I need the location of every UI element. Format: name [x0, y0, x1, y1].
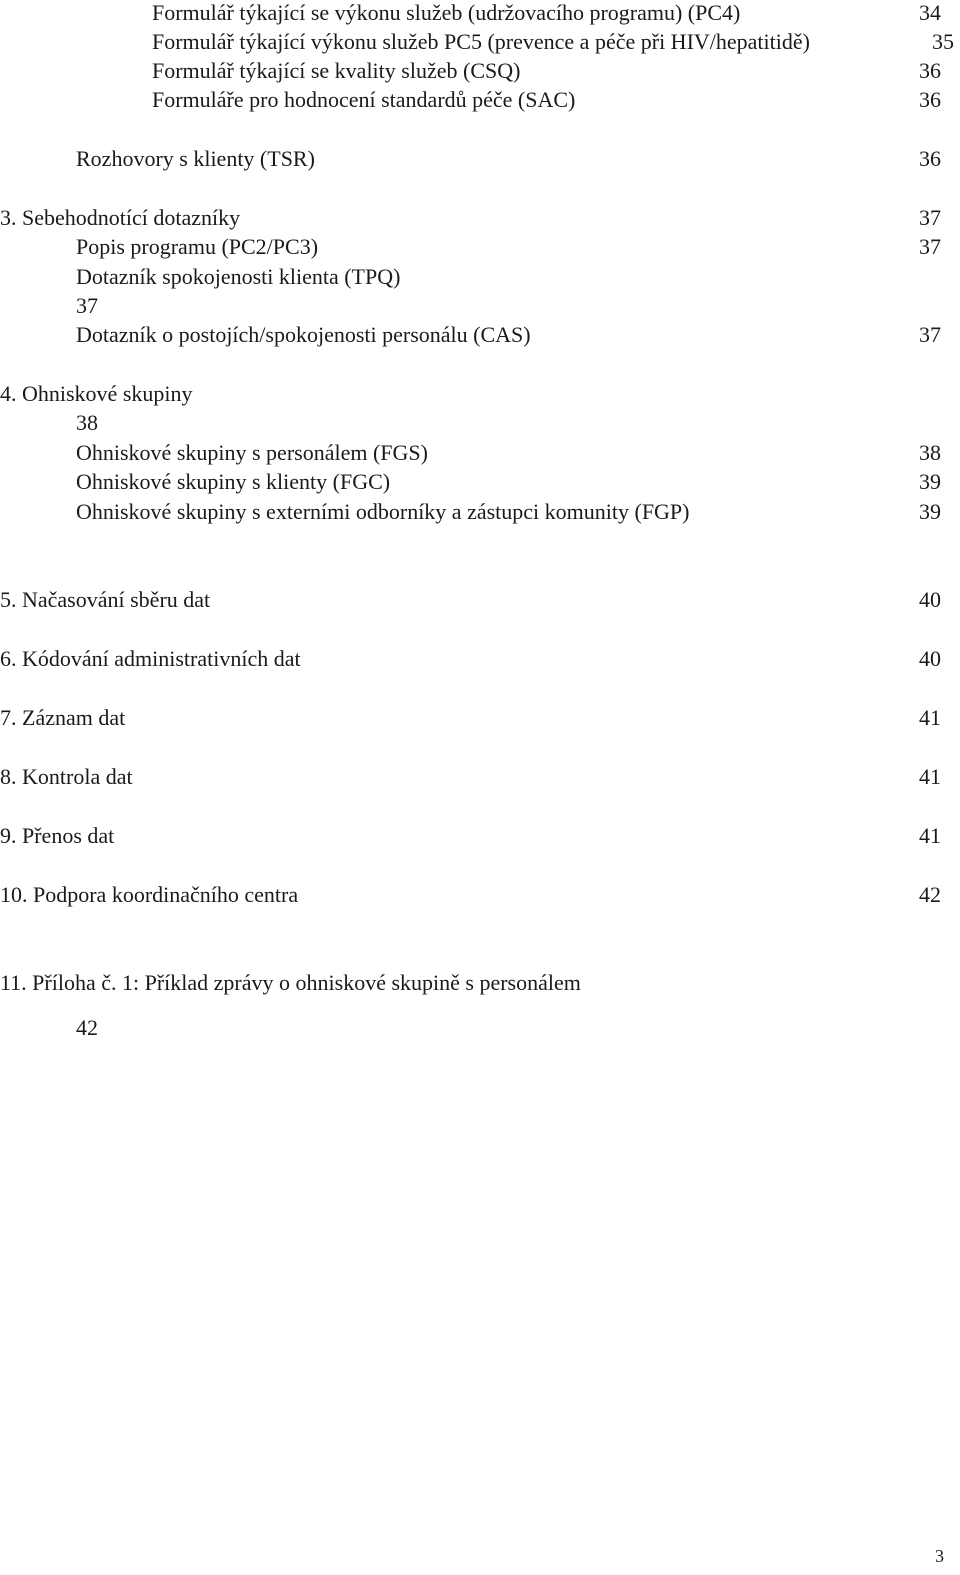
toc-entry-page: 38 — [76, 410, 98, 435]
toc-entry-page: 41 — [919, 764, 941, 789]
toc-section-heading: 5. Načasování sběru dat — [0, 587, 211, 612]
toc-entry-page: 37 — [919, 205, 941, 230]
toc-entry-text: Formulář týkající výkonu služeb PC5 (prevence a péče při HIV/hepatitidě) — [152, 29, 810, 54]
toc-entry-text: Formuláře pro hodnocení standardů péče (SAC) — [152, 87, 576, 112]
toc-section-heading: 11. Příloha č. 1: Příklad zprávy o ohniskové skupině s personálem — [0, 970, 581, 995]
toc-entry-page: 39 — [919, 499, 941, 524]
toc-entry-text: Ohniskové skupiny s personálem (FGS) — [76, 440, 428, 465]
toc-entry-page: 40 — [919, 587, 941, 612]
toc-entry-text: Formulář týkající se výkonu služeb (udržovacího programu) (PC4) — [152, 0, 741, 25]
toc-section-heading: 10. Podpora koordinačního centra — [0, 882, 299, 907]
toc-entry-text: Popis programu (PC2/PC3) — [76, 234, 319, 259]
toc-entry-page: 36 — [919, 58, 941, 83]
toc-entry-page: 36 — [919, 146, 941, 171]
toc-entry-page: 41 — [919, 823, 941, 848]
toc-entry-page: 35 — [932, 29, 954, 54]
toc-entry-page: 36 — [919, 87, 941, 112]
toc-entry-text: Rozhovory s klienty (TSR) — [76, 146, 315, 171]
toc-entry-page: 40 — [919, 646, 941, 671]
toc-entry-text: Formulář týkající se kvality služeb (CSQ) — [152, 58, 521, 83]
toc-entry-page: 38 — [919, 440, 941, 465]
toc-entry-text: Dotazník o postojích/spokojenosti personálu (CAS) — [76, 322, 531, 347]
toc-section-heading: 4. Ohniskové skupiny — [0, 381, 193, 406]
toc-section-heading: 9. Přenos dat — [0, 823, 115, 848]
toc-entry-page: 34 — [919, 0, 941, 25]
toc-section-heading: 6. Kódování administrativních dat — [0, 646, 301, 671]
toc-entry-page: 39 — [919, 469, 941, 494]
toc-entry-page: 42 — [76, 1015, 98, 1040]
toc-entry-page: 37 — [919, 322, 941, 347]
toc-entry-text: Ohniskové skupiny s klienty (FGC) — [76, 469, 391, 494]
toc-entry-page: 37 — [76, 293, 98, 318]
toc-entry-page: 37 — [919, 234, 941, 259]
toc-section-heading: 8. Kontrola dat — [0, 764, 133, 789]
toc-entry-page: 41 — [919, 705, 941, 730]
toc-entry-text: Dotazník spokojenosti klienta (TPQ) — [76, 264, 401, 289]
toc-entry-text: Ohniskové skupiny s externími odborníky a zástupci komunity (FGP) — [76, 499, 690, 524]
toc-entry-page: 42 — [919, 882, 941, 907]
toc-section-heading: 7. Záznam dat — [0, 705, 126, 730]
toc-section-heading: 3. Sebehodnotící dotazníky — [0, 205, 241, 230]
page-number: 3 — [935, 1546, 944, 1566]
